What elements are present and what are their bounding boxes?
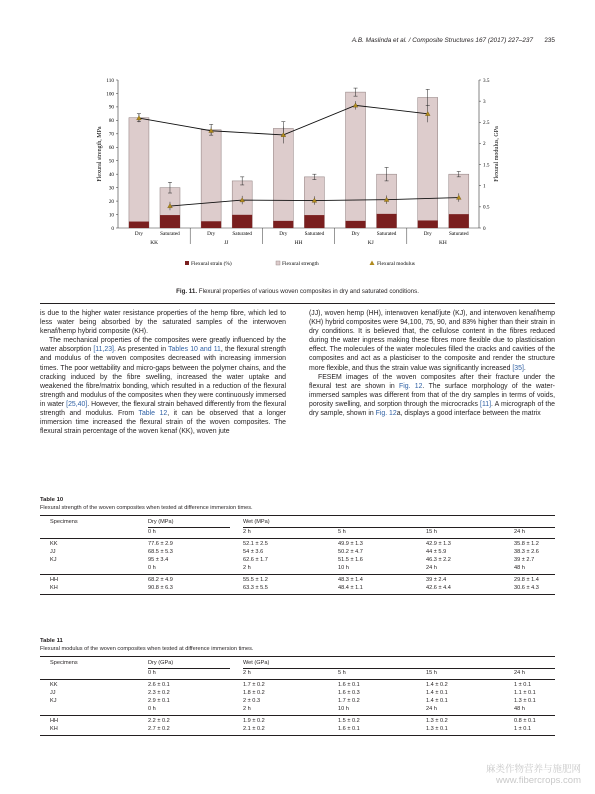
table-row	[40, 682, 555, 690]
table-cell: 48.4 ± 1.1	[338, 585, 363, 591]
dry-group-rule	[148, 527, 230, 528]
table-top-rule	[40, 656, 555, 657]
reference-link[interactable]: [11]	[480, 400, 492, 408]
wet-group-rule	[243, 527, 555, 528]
y-tick-label: 70	[108, 131, 114, 138]
strain-bar	[304, 215, 324, 228]
y-tick-label: 40	[108, 171, 114, 178]
condition-label: Saturated	[376, 231, 397, 237]
table-cell: KH	[50, 726, 58, 732]
reference-link[interactable]: Fig. 12	[375, 410, 397, 418]
y2-tick-label: 3	[483, 98, 486, 105]
table-cell: 48 h	[514, 706, 525, 712]
table-cell: 39 ± 2.4	[426, 577, 447, 583]
table-cell: 1.3 ± 0.1	[426, 726, 448, 732]
table-cell: Specimens	[50, 519, 78, 525]
table-cell: 29.8 ± 1.4	[514, 577, 539, 583]
table-row	[40, 690, 555, 698]
text-run: .	[523, 364, 526, 372]
paragraph	[309, 309, 555, 373]
table-bottom-rule	[40, 735, 555, 736]
table-cell: 55.5 ± 1.2	[243, 577, 268, 583]
reference-link[interactable]: Table 12	[138, 410, 168, 418]
table-cell: 68.2 ± 4.9	[148, 577, 173, 583]
table-cell: 2.3 ± 0.2	[148, 690, 170, 696]
condition-label: Saturated	[448, 231, 469, 237]
figure-label: Fig. 11.	[176, 288, 198, 295]
table-cell: 2.2 ± 0.2	[148, 718, 170, 724]
text-run: FESEM images of the woven composites after their fracture under the flexural test are shown in	[309, 373, 555, 390]
table-cell: 1.4 ± 0.1	[426, 698, 448, 704]
y-tick-label: 30	[108, 185, 114, 192]
strain-bar	[449, 214, 469, 228]
table-cell: 0 h	[148, 670, 156, 676]
table-cell: 1.7 ± 0.2	[243, 682, 265, 688]
strain-bar	[346, 221, 366, 228]
dry-group-rule	[148, 668, 230, 669]
table-cell: 2 h	[243, 529, 251, 535]
y-tick-label: 80	[108, 118, 114, 125]
y2-tick-label: 0	[483, 225, 486, 232]
table-cell: 1.6 ± 0.1	[338, 682, 360, 688]
table-cell: 68.5 ± 5.3	[148, 549, 173, 555]
table-cell: 38.3 ± 2.6	[514, 549, 539, 555]
y2-tick-label: 0.5	[483, 204, 490, 211]
table-cell: 39 ± 2.7	[514, 557, 535, 563]
y-tick-label: 110	[106, 77, 114, 84]
table-row	[40, 585, 555, 593]
table-time-row	[40, 529, 555, 537]
journal-citation: A.B. Maslinda et al. / Composite Structures 167 (2017) 227–237	[351, 37, 533, 44]
table-caption: Flexural modulus of the woven composites when tested at difference immersion times.	[40, 646, 254, 652]
table-cell: Dry (MPa)	[148, 519, 174, 525]
wet-group-rule	[243, 668, 555, 669]
table-cell: 52.1 ± 2.5	[243, 541, 268, 547]
table-cell: 24 h	[514, 529, 525, 535]
y2-tick-label: 2.5	[483, 120, 490, 127]
table-cell: HH	[50, 577, 59, 583]
table-row	[40, 726, 555, 734]
legend-label-strain: Flexural strain (%)	[191, 261, 232, 267]
figure-caption-text: Flexural properties of various woven composites in dry and saturated conditions.	[198, 288, 419, 295]
table-cell: 2.9 ± 0.1	[148, 698, 170, 704]
legend-swatch-strain	[185, 261, 189, 265]
condition-label: Saturated	[232, 231, 252, 237]
strength-bar	[129, 118, 149, 228]
table-cell: 48.3 ± 1.4	[338, 577, 363, 583]
y-tick-label: 10	[108, 212, 114, 219]
strength-bar	[346, 92, 366, 228]
table-cell: 42.6 ± 4.4	[426, 585, 451, 591]
table-cell: HH	[50, 718, 59, 724]
strength-bar	[201, 130, 221, 228]
y-tick-label: 0	[111, 225, 114, 232]
table-label: Table 10	[40, 497, 64, 503]
group-label: HH	[294, 240, 303, 246]
table-cell: 15 h	[426, 529, 437, 535]
table-header-row	[40, 519, 555, 527]
strain-bar	[418, 220, 438, 228]
table-cell: 54 ± 3.6	[243, 549, 264, 555]
strain-bar	[129, 222, 149, 228]
site-watermark	[486, 764, 581, 786]
table-cell: 15 h	[426, 670, 437, 676]
strain-bar	[201, 221, 221, 228]
table-cell: 1 ± 0.1	[514, 726, 532, 732]
table-cell: 24 h	[426, 565, 437, 571]
table-label: Table 11	[40, 638, 63, 644]
table-top-rule	[40, 515, 555, 516]
table-cell: JJ	[50, 690, 56, 696]
table-cell: 1.8 ± 0.2	[243, 690, 265, 696]
y-axis-title: Flexural strength, MPa	[97, 126, 103, 182]
table-cell: Specimens	[50, 660, 78, 666]
table-cell: 5 h	[338, 670, 346, 676]
right-text-column	[309, 309, 555, 418]
table-header-row	[40, 660, 555, 668]
table-cell: KH	[50, 585, 58, 591]
legend-swatch-modulus	[370, 261, 375, 266]
condition-label: Dry	[207, 231, 216, 237]
table-row	[40, 718, 555, 726]
group-label: KJ	[367, 240, 374, 246]
table-cell: 2 h	[243, 565, 251, 571]
table-time-row	[40, 565, 555, 573]
strain-bar	[273, 221, 293, 228]
table-cell: 0 h	[148, 529, 156, 535]
table-cell: 77.6 ± 2.9	[148, 541, 173, 547]
table-cell: 46.3 ± 2.2	[426, 557, 451, 563]
text-run: The mechanical properties of the composites were greatly influenced by the water absorption	[40, 337, 286, 354]
y-tick-label: 50	[108, 158, 114, 165]
table-cell: 63.3 ± 5.5	[243, 585, 268, 591]
legend-swatch-strength	[276, 261, 280, 265]
table-cell: 2.7 ± 0.2	[148, 726, 170, 732]
watermark-line-2: www.fibercrops.com	[496, 775, 581, 786]
strain-bar	[232, 215, 252, 228]
table-time-row	[40, 670, 555, 678]
table-cell: Wet (GPa)	[243, 660, 270, 666]
table-cell: 51.5 ± 1.6	[338, 557, 363, 563]
table-cell: 1.9 ± 0.2	[243, 718, 265, 724]
table-mid-rule	[40, 679, 555, 680]
table-cell: 0 h	[148, 565, 156, 571]
table-cell: 1.3 ± 0.1	[514, 698, 536, 704]
table-row	[40, 557, 555, 565]
table-mid-rule	[40, 538, 555, 539]
strain-bar	[160, 215, 180, 228]
table-cell: 1.1 ± 0.1	[514, 690, 536, 696]
group-label: KK	[150, 240, 158, 246]
y-tick-label: 100	[106, 91, 114, 98]
table-11	[40, 638, 555, 732]
text-run: is due to the higher water resistance properties of the hemp fibre, which led to less water being absorbed by the saturated samples of the interwoven kenaf/hemp hybrid composite (KH).	[40, 310, 286, 336]
table-mid-rule	[40, 715, 555, 716]
watermark-line-1: 麻类作物营养与施肥网	[485, 764, 581, 775]
table-cell: 50.2 ± 4.7	[338, 549, 363, 555]
reference-link[interactable]: Fig. 12	[399, 382, 423, 390]
table-cell: 62.6 ± 1.7	[243, 557, 268, 563]
figure-divider	[40, 303, 555, 304]
table-row	[40, 541, 555, 549]
table-mid-rule	[40, 574, 555, 575]
table-cell: 2.1 ± 0.2	[243, 726, 265, 732]
condition-label: Saturated	[304, 231, 325, 237]
table-cell: 2 h	[243, 670, 251, 676]
table-10	[40, 497, 555, 591]
y-tick-label: 90	[108, 104, 114, 111]
table-cell: 1.6 ± 0.1	[338, 726, 360, 732]
table-cell: 42.9 ± 1.3	[426, 541, 451, 547]
table-cell: 1 ± 0.1	[514, 682, 532, 688]
condition-label: Dry	[134, 231, 143, 237]
group-label: JJ	[224, 240, 229, 246]
text-run: . The surface morphology of the water-immersed samples was different from that of the dry samples in terms of voids, porosity swelling, and sorption through the microcracks	[309, 382, 555, 408]
group-label: KH	[439, 240, 447, 246]
text-run: , it can be observed that a longer immersion time increased the flexural strain of the woven composites. The flexural strain percentage of the woven kenaf (KK), woven jute	[40, 410, 286, 436]
table-cell: Wet (MPa)	[243, 519, 270, 525]
legend-label-modulus: Flexural modulus	[377, 261, 415, 267]
table-cell: 1.7 ± 0.2	[338, 698, 360, 704]
table-cell: JJ	[50, 549, 56, 555]
text-run: . As presented in	[113, 346, 169, 354]
y2-axis-title: Flexural modulus, GPa	[494, 126, 500, 182]
text-run: , the flexural strength and modulus of the woven composites decreased with increasing immersion times. The poor wettability and micro-gaps between the polymer chains, and the cracking induced by the fibre swelling, increased the water uptake and weakened the fibre/matrix bonding, which resulted in a reduction of the flexural strength and modulus of the composites when they were continuously immersed in water	[40, 346, 286, 408]
table-caption: Flexural strength of the woven composites when tested at difference immersion times.	[40, 505, 253, 511]
page-number: 235	[544, 37, 555, 44]
table-cell: 2 ± 0.3	[243, 698, 261, 704]
y2-tick-label: 1.5	[483, 162, 490, 169]
text-run: a, displays a good interface between the matrix	[396, 410, 541, 418]
left-text-column	[40, 309, 286, 436]
table-cell: Dry (GPa)	[148, 660, 174, 666]
table-row	[40, 549, 555, 557]
table-row	[40, 698, 555, 706]
table-cell: 30.6 ± 4.3	[514, 585, 539, 591]
table-cell: 35.8 ± 1.2	[514, 541, 539, 547]
flexural-properties-chart	[0, 0, 595, 290]
table-bottom-rule	[40, 594, 555, 595]
text-run: . However, the flexural strain behaved differently from the flexural strength and modulus. From	[40, 400, 286, 418]
table-cell: 0.8 ± 0.1	[514, 718, 536, 724]
y-tick-label: 60	[108, 145, 114, 152]
table-time-row	[40, 706, 555, 714]
paragraph	[40, 336, 286, 436]
table-cell: 2.6 ± 0.1	[148, 682, 170, 688]
table-cell: 10 h	[338, 706, 349, 712]
y2-tick-label: 3.5	[483, 77, 490, 84]
condition-label: Dry	[279, 231, 288, 237]
table-cell: 2 h	[243, 706, 251, 712]
table-cell: 49.9 ± 1.3	[338, 541, 363, 547]
paragraph	[40, 309, 286, 336]
table-cell: 24 h	[426, 706, 437, 712]
table-cell: 90.8 ± 6.3	[148, 585, 173, 591]
text-run: (JJ), woven hemp (HH), interwoven kenaf/jute (KJ), and interwoven kenaf/hemp (KH) hybrid composites were 94,100, 75, 90, and 83% higher than their strain in dry conditions. It is believed that, the cellulose content in the fibres reduced during the water ingress making these fibres more flexible due to plasticisation effect. The molecules of the water molecules filled the cracks and cavities of the composites and act as a plasticiser to the composite and render the structure more flexible, and thus the strain value was significantly increased	[309, 310, 555, 372]
paragraph	[309, 373, 555, 418]
table-cell: 95 ± 3.4	[148, 557, 169, 563]
table-cell: KK	[50, 541, 58, 547]
y-tick-label: 20	[108, 198, 114, 205]
table-cell: 24 h	[514, 670, 525, 676]
table-cell: KK	[50, 682, 58, 688]
strain-bar	[377, 214, 397, 228]
table-cell: 1.3 ± 0.2	[426, 718, 448, 724]
table-cell: 1.6 ± 0.3	[338, 690, 360, 696]
reference-link[interactable]: [25,40]	[66, 400, 88, 408]
condition-label: Dry	[423, 231, 432, 237]
table-cell: 10 h	[338, 565, 349, 571]
y2-tick-label: 1	[483, 183, 486, 190]
table-cell: 1.4 ± 0.1	[426, 690, 448, 696]
table-cell: 0 h	[148, 706, 156, 712]
table-cell: 1.4 ± 0.2	[426, 682, 448, 688]
reference-link[interactable]: [35]	[512, 364, 524, 372]
legend-label-strength: Flexural strength	[282, 261, 319, 267]
text-run: . A micrograph of the dry sample, shown in	[309, 400, 555, 418]
y2-tick-label: 2	[483, 141, 486, 148]
table-cell: 5 h	[338, 529, 346, 535]
reference-link[interactable]: [11,23]	[93, 346, 114, 354]
table-cell: 48 h	[514, 565, 525, 571]
table-cell: 44 ± 5.9	[426, 549, 447, 555]
figure-caption	[40, 288, 555, 295]
reference-link[interactable]: Tables 10 and 11	[168, 346, 221, 354]
condition-label: Dry	[351, 231, 360, 237]
table-row	[40, 577, 555, 585]
table-cell: 1.5 ± 0.2	[338, 718, 360, 724]
condition-label: Saturated	[160, 231, 180, 237]
table-cell: KJ	[50, 557, 57, 563]
table-cell: KJ	[50, 698, 57, 704]
